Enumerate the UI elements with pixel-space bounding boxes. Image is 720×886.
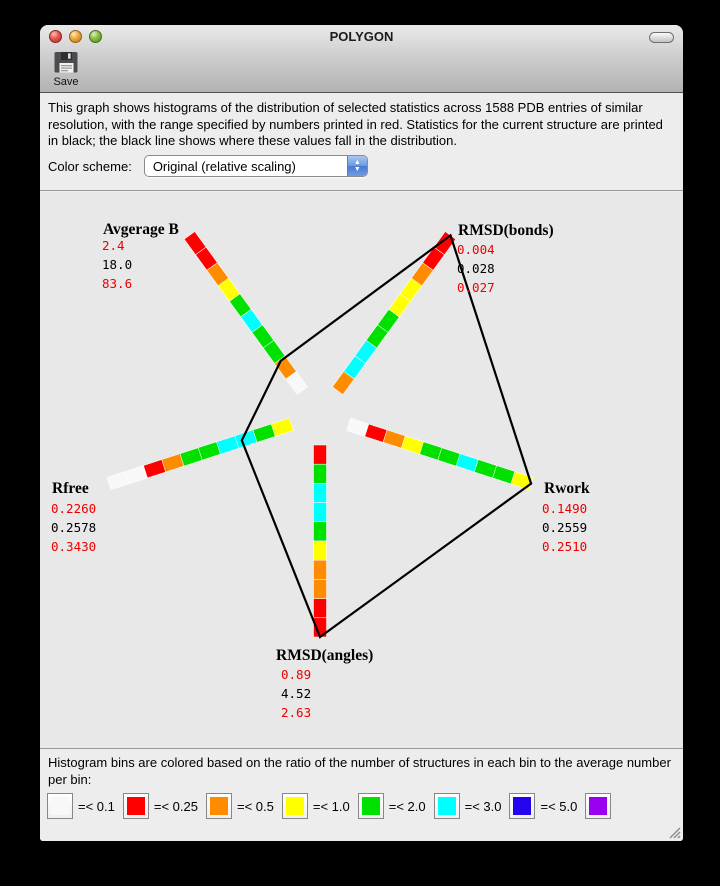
legend-swatch-orange — [206, 793, 232, 819]
polygon-chart — [40, 192, 681, 748]
arrow-down-icon: ▼ — [353, 166, 361, 173]
axis-max-value: 0.2510 — [542, 539, 588, 554]
plot-panel — [40, 192, 683, 748]
axis-min-value: 0.1490 — [542, 501, 588, 516]
axis-current-value: 18.0 — [102, 257, 133, 272]
title-bar[interactable] — [40, 25, 683, 48]
histogram-bar — [332, 232, 455, 395]
histogram-bin-segment — [314, 541, 327, 560]
histogram-bar — [347, 418, 534, 490]
legend-bin-label: =< 0.25 — [153, 798, 198, 814]
purple-color-chip — [589, 797, 607, 815]
orange-color-chip — [210, 797, 228, 815]
axis-max-value: 2.63 — [281, 705, 312, 720]
legend-swatch-yellow — [282, 793, 308, 819]
window-header — [40, 25, 683, 93]
toolbar-toggle-button[interactable] — [649, 32, 674, 43]
axis-label: Rwork — [544, 480, 590, 497]
axis-label: Avgerage B — [103, 221, 179, 238]
axis-label: Rfree — [52, 480, 89, 497]
legend-bin-label: =< 5.0 — [540, 798, 578, 814]
histogram-bin-segment — [314, 599, 327, 618]
popup-stepper-icon — [347, 156, 367, 176]
description-text: This graph shows histograms of the distribution of selected statistics across 1588 PDB entries of similar resolution, with the range specified by numbers printed in red. Statistics for the current structure are printed in black; the black line shows where these values fall in the distribution. — [48, 100, 663, 148]
axis-min-value: 0.89 — [281, 667, 312, 682]
yellow-color-chip — [286, 797, 304, 815]
legend-bin-label: =< 1.0 — [312, 798, 350, 814]
histogram-bar — [107, 418, 294, 490]
save-button[interactable] — [49, 48, 83, 88]
axis-max-value: 0.027 — [457, 280, 495, 295]
legend-swatch-white — [47, 793, 73, 819]
histogram-bin-segment — [314, 483, 327, 502]
axis-current-value: 0.2578 — [51, 520, 97, 535]
blue-color-chip — [513, 797, 531, 815]
histogram-bin-segment — [314, 445, 327, 464]
axis-min-value: 2.4 — [102, 238, 125, 253]
axis-min-value: 0.004 — [457, 242, 495, 257]
legend-bin-label: =< 0.5 — [236, 798, 274, 814]
axis-current-value: 0.028 — [457, 261, 495, 276]
white-color-chip — [51, 797, 69, 815]
legend-swatch-green — [358, 793, 384, 819]
legend-panel — [40, 748, 683, 841]
legend-swatch-red — [123, 793, 149, 819]
save-icon — [49, 48, 83, 75]
legend-bin-label: =< 3.0 — [464, 798, 502, 814]
resize-grip[interactable] — [668, 826, 681, 839]
legend-bin-label: =< 2.0 — [388, 798, 426, 814]
axis-label: RMSD(angles) — [276, 647, 374, 664]
histogram-bin-segment — [314, 560, 327, 579]
color-scheme-row — [48, 155, 368, 177]
histogram-bin-segment — [314, 579, 327, 598]
legend-bin-label: =< 0.1 — [78, 798, 115, 814]
cyan-color-chip — [438, 797, 456, 815]
legend-text: Histogram bins are colored based on the ratio of the number of structures in each bin to the average number per bin: — [48, 755, 671, 787]
histogram-bin-segment — [314, 522, 327, 541]
color-scheme-selected-value: Original (relative scaling) — [152, 159, 296, 174]
legend-swatch-purple — [585, 793, 611, 819]
histogram-bar — [314, 445, 327, 637]
histogram-bin-segment — [107, 471, 129, 489]
legend-row — [47, 793, 611, 819]
legend-swatch-blue — [509, 793, 535, 819]
axis-current-value: 4.52 — [281, 686, 312, 701]
save-label: Save — [53, 76, 79, 88]
axis-min-value: 0.2260 — [51, 501, 97, 516]
axis-current-value: 0.2559 — [542, 520, 588, 535]
green-color-chip — [362, 797, 380, 815]
legend-swatch-cyan — [434, 793, 460, 819]
color-scheme-label: Color scheme: — [48, 158, 132, 174]
histogram-bar — [184, 232, 307, 395]
histogram-bin-segment — [314, 503, 327, 522]
window-title: POLYGON — [329, 29, 394, 44]
axis-max-value: 83.6 — [102, 276, 133, 291]
app-window — [40, 25, 683, 841]
red-color-chip — [127, 797, 145, 815]
color-scheme-select[interactable] — [144, 155, 368, 177]
toolbar — [40, 48, 683, 92]
axis-label: RMSD(bonds) — [458, 222, 554, 239]
arrow-up-icon: ▲ — [353, 159, 361, 166]
histogram-bin-segment — [314, 464, 327, 483]
description-panel — [40, 93, 683, 191]
axis-max-value: 0.3430 — [51, 539, 97, 554]
